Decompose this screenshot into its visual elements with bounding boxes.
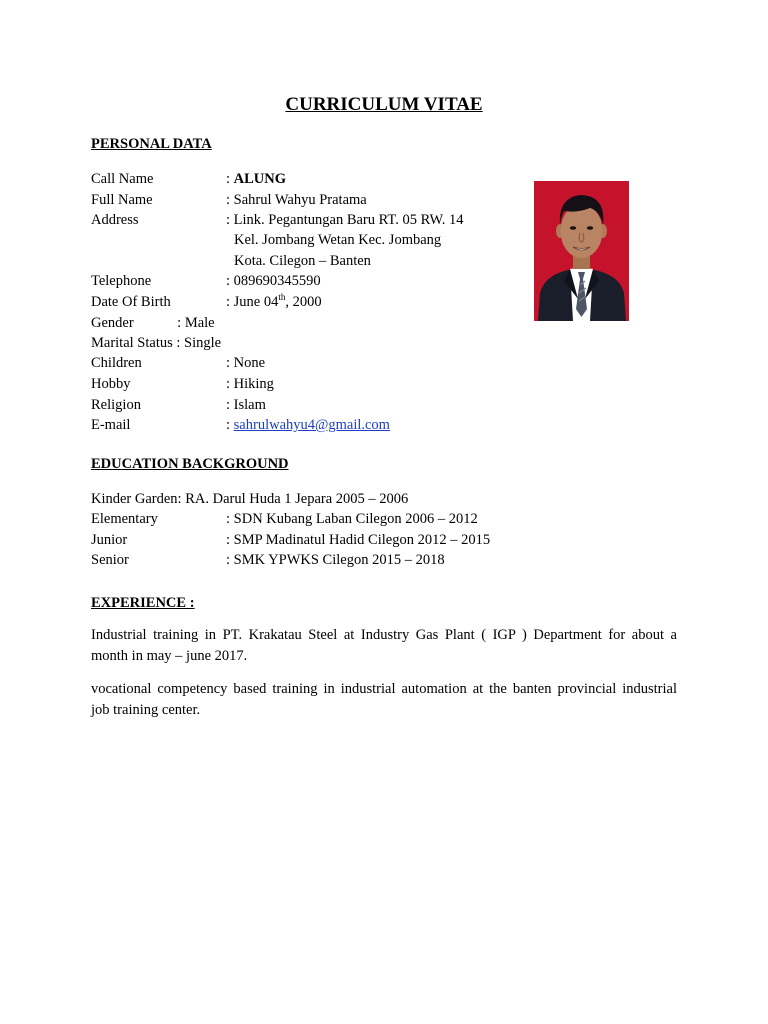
children-label: Children (91, 355, 142, 371)
address-line-2: Kel. Jombang Wetan Kec. Jombang (234, 232, 442, 248)
experience-item-1 (91, 625, 677, 667)
address-line-3: Kota. Cilegon – Banten (234, 253, 371, 269)
experience-item-2-line-1: vocational competency based training in industrial automation at the banten provincial industrial (91, 681, 677, 697)
dob-prefix: : June 04 (226, 294, 279, 310)
experience-item-2-line-2: job training center. (91, 702, 201, 718)
left-eye (570, 226, 576, 230)
gender-line: Gender : Male (91, 315, 215, 331)
junior-label: Junior (91, 532, 128, 548)
email-label: E-mail (91, 417, 131, 433)
portrait-illustration (534, 181, 629, 321)
kinder-garden-line: Kinder Garden: RA. Darul Huda 1 Jepara 2005 – 2006 (91, 491, 409, 507)
religion-label: Religion (91, 397, 141, 413)
email-value (226, 415, 390, 435)
profile-photo (534, 181, 629, 321)
experience-heading: EXPERIENCE : (91, 595, 195, 611)
call-name-value (226, 169, 286, 189)
senior-label: Senior (91, 552, 129, 568)
address-line-1: : Link. Pegantungan Baru RT. 05 RW. 14 (226, 212, 464, 228)
elementary-label: Elementary (91, 511, 158, 527)
right-eye (587, 226, 593, 230)
marital-status-line: Marital Status : Single (91, 335, 222, 351)
full-name-value: : Sahrul Wahyu Pratama (226, 192, 367, 208)
email-link[interactable]: sahrulwahyu4@gmail.com (233, 417, 390, 433)
education-heading: EDUCATION BACKGROUND (91, 456, 289, 472)
hobby-value: : Hiking (226, 376, 274, 392)
address-label: Address (91, 212, 139, 228)
junior-value: : SMP Madinatul Hadid Cilegon 2012 – 2015 (226, 532, 491, 548)
experience-item-1-line-2: month in may – june 2017. (91, 648, 248, 664)
experience-item-2 (91, 679, 677, 721)
children-value: : None (226, 355, 266, 371)
senior-value: : SMK YPWKS Cilegon 2015 – 2018 (226, 552, 445, 568)
hobby-label: Hobby (91, 376, 131, 392)
dob-label: Date Of Birth (91, 294, 171, 310)
call-name-label: Call Name (91, 171, 154, 187)
religion-value: : Islam (226, 397, 266, 413)
dob-suffix: , 2000 (285, 294, 322, 310)
telephone-label: Telephone (91, 273, 152, 289)
dob-ordinal: th (278, 292, 286, 303)
call-name-text: ALUNG (233, 171, 287, 187)
call-name-separator: : (226, 171, 234, 187)
email-separator: : (226, 417, 234, 433)
elementary-value: : SDN Kubang Laban Cilegon 2006 – 2012 (226, 511, 478, 527)
document-title: CURRICULUM VITAE (285, 94, 483, 115)
telephone-value: : 089690345590 (226, 273, 321, 289)
experience-item-1-line-1: Industrial training in PT. Krakatau Steel at Industry Gas Plant ( IGP ) Department for about a (91, 627, 677, 643)
dob-value (226, 292, 322, 312)
full-name-label: Full Name (91, 192, 153, 208)
personal-data-heading: PERSONAL DATA (91, 136, 212, 152)
